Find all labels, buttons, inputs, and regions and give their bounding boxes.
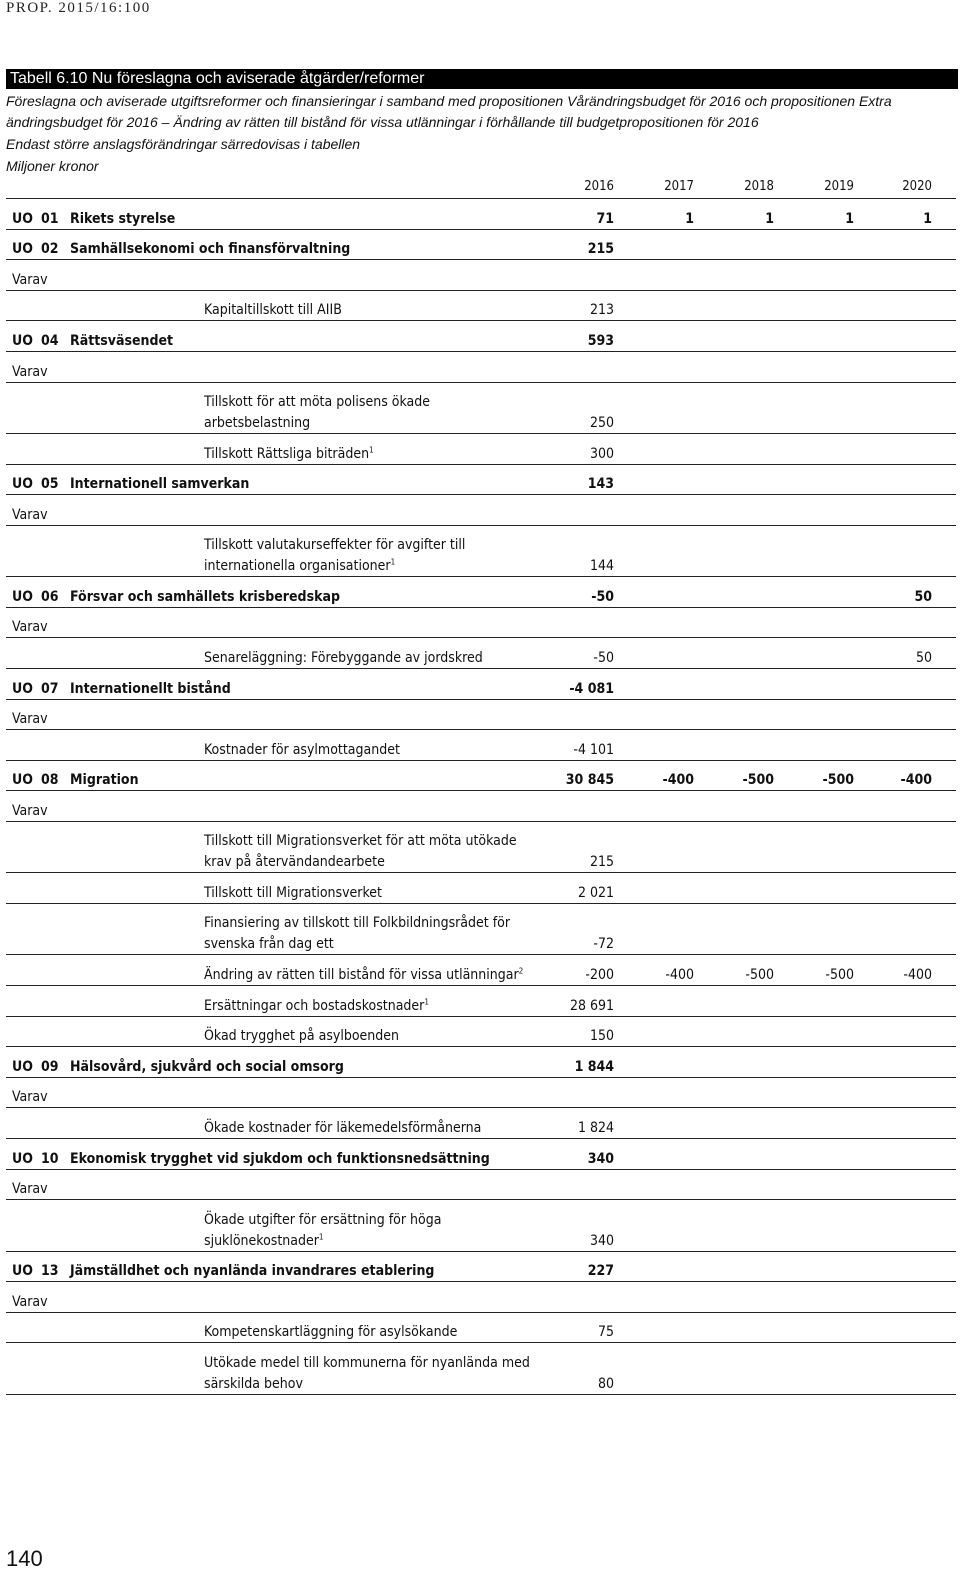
- subitem-label-line: Finansiering av tillskott till Folkbildningsrådet för: [204, 915, 511, 932]
- subitem-label-line: Ändring av rätten till bistånd för vissa utlänningar: [204, 966, 519, 983]
- value-2016: -4 081: [569, 680, 614, 697]
- uo-number: 07: [41, 680, 59, 697]
- value-2016: 1 824: [577, 1119, 614, 1136]
- subitem-label-line: särskilda behov: [204, 1375, 303, 1392]
- subitem-row: [6, 730, 956, 761]
- table-note: Endast större anslagsförändringar särredovisas i tabellen: [6, 136, 361, 152]
- subitem-row: [6, 822, 956, 873]
- uo-number: 10: [41, 1150, 59, 1167]
- subitem-row: [6, 955, 956, 986]
- value-2016: 300: [589, 445, 614, 462]
- varav-row: [6, 352, 956, 383]
- footnote-marker: 1: [390, 557, 396, 567]
- varav-label: Varav: [12, 1293, 48, 1310]
- value-2018: -500: [745, 966, 774, 983]
- value-2016: -50: [591, 588, 614, 605]
- subitem-label-line: Utökade medel till kommunerna för nyanlända med: [204, 1354, 530, 1371]
- value-2016: 213: [589, 302, 614, 319]
- subitem-label-line: arbetsbelastning: [204, 414, 311, 431]
- varav-label: Varav: [12, 1089, 48, 1106]
- subitem-label-line: Tillskott till Migrationsverket: [204, 884, 382, 901]
- value-2020: 50: [915, 649, 932, 666]
- subitem-label-line: sjuklönekostnader: [204, 1232, 319, 1249]
- subitem-label: [204, 831, 534, 873]
- uo-number: 04: [41, 332, 59, 349]
- uo-row: [6, 199, 956, 230]
- uo-row: [6, 577, 956, 608]
- year-2019-header: 2019: [824, 179, 854, 194]
- uo-prefix: UO: [12, 680, 33, 697]
- value-2016: -4 101: [573, 741, 614, 758]
- subitem-row: [6, 291, 956, 322]
- value-2019: -500: [822, 772, 854, 789]
- table-description-line-2: ändringsbudget för 2016 – Ändring av rätten till bistånd för vissa utlänningar i förhållande till budgetpropositionen för 2016: [6, 114, 759, 130]
- value-2017: 1: [685, 210, 694, 227]
- subitem-label: [204, 1118, 534, 1139]
- uo-number: 09: [41, 1058, 59, 1075]
- subitem-row: [6, 638, 956, 669]
- subitem-label: [204, 1026, 534, 1047]
- subitem-label-line: Senareläggning: Förebyggande av jordskred: [204, 649, 483, 666]
- subitem-label-line: Kapitaltillskott till AIIB: [204, 302, 342, 319]
- subitem-label-line: Tillskott för att möta polisens ökade: [204, 393, 430, 410]
- varav-label: Varav: [12, 711, 48, 728]
- subitem-label: [204, 996, 534, 1017]
- varav-row: [6, 495, 956, 526]
- value-2016: 227: [587, 1263, 614, 1280]
- subitem-label-line: svenska från dag ett: [204, 936, 334, 953]
- uo-number: 08: [41, 772, 59, 789]
- varav-row: [6, 791, 956, 822]
- uo-name: Försvar och samhällets krisberedskap: [70, 588, 340, 605]
- varav-label: Varav: [12, 1181, 48, 1198]
- value-2016: 340: [589, 1232, 614, 1249]
- uo-prefix: UO: [12, 241, 33, 258]
- uo-name: Jämställdhet och nyanlända invandrares etablering: [70, 1263, 435, 1280]
- value-2016: 250: [589, 414, 614, 431]
- subitem-label-line: krav på återvändandearbete: [204, 854, 385, 871]
- subitem-label: [204, 1322, 534, 1343]
- value-2016: 143: [587, 476, 614, 493]
- subitem-label: [204, 392, 534, 434]
- value-2020: 50: [914, 588, 932, 605]
- uo-name: Internationell samverkan: [70, 476, 250, 493]
- uo-row: [6, 669, 956, 700]
- subitem-label-line: Tillskott till Migrationsverket för att möta utökade: [204, 833, 517, 850]
- uo-row: [6, 321, 956, 352]
- uo-row: [6, 465, 956, 496]
- value-2018: 1: [765, 210, 774, 227]
- value-2020: -400: [903, 966, 932, 983]
- year-header-row: [0, 179, 960, 199]
- uo-number: 02: [41, 241, 59, 258]
- subitem-label: [204, 648, 534, 669]
- year-2020-header: 2020: [902, 179, 932, 194]
- uo-name: Hälsovård, sjukvård och social omsorg: [70, 1058, 344, 1075]
- value-2016: 1 844: [574, 1058, 614, 1075]
- table-title: Tabell 6.10 Nu föreslagna och aviserade åtgärder/reformer: [6, 69, 958, 89]
- subitem-label: [204, 913, 534, 955]
- uo-number: 13: [41, 1263, 59, 1280]
- subitem-row: [6, 1313, 956, 1344]
- value-2016: 340: [587, 1150, 614, 1167]
- subitem-label: [204, 444, 534, 465]
- value-2016: -200: [585, 966, 614, 983]
- varav-label: Varav: [12, 619, 48, 636]
- varav-label: Varav: [12, 506, 48, 523]
- subitem-label: [204, 535, 534, 577]
- subitem-label-line: Ökade kostnader för läkemedelsförmånerna: [204, 1119, 482, 1136]
- footnote-marker: 1: [424, 996, 429, 1006]
- varav-row: [6, 1170, 956, 1201]
- varav-row: [6, 1078, 956, 1109]
- subitem-label-line: Kompetenskartläggning för asylsökande: [204, 1324, 458, 1341]
- varav-row: [6, 608, 956, 639]
- subitem-label-line: Kostnader för asylmottagandet: [204, 741, 400, 758]
- uo-row: [6, 1047, 956, 1078]
- uo-prefix: UO: [12, 332, 33, 349]
- varav-label: Varav: [12, 363, 48, 380]
- subitem-label: [204, 300, 534, 321]
- subitem-label: [204, 1353, 534, 1395]
- year-2017-header: 2017: [664, 179, 694, 194]
- footnote-marker: 1: [369, 444, 374, 454]
- subitem-label-line: Ersättningar och bostadskostnader: [204, 997, 425, 1014]
- subitem-row: [6, 1200, 956, 1251]
- uo-row: [6, 1252, 956, 1283]
- value-2016: 28 691: [569, 997, 614, 1014]
- varav-row: [6, 700, 956, 731]
- uo-prefix: UO: [12, 210, 33, 227]
- uo-number: 06: [41, 588, 59, 605]
- subitem-label: [204, 965, 534, 986]
- uo-row: [6, 230, 956, 261]
- uo-prefix: UO: [12, 588, 33, 605]
- value-2016: 80: [597, 1375, 614, 1392]
- subitem-row: [6, 434, 956, 465]
- uo-number: 05: [41, 476, 59, 493]
- uo-name: Ekonomisk trygghet vid sjukdom och funktionsnedsättning: [70, 1150, 490, 1167]
- subitem-row: [6, 873, 956, 904]
- uo-prefix: UO: [12, 476, 33, 493]
- uo-prefix: UO: [12, 772, 33, 789]
- uo-prefix: UO: [12, 1150, 33, 1167]
- uo-name: Rikets styrelse: [70, 210, 176, 227]
- value-2016: 2 021: [577, 884, 614, 901]
- value-2016: 144: [589, 558, 614, 575]
- subitem-label: [204, 883, 534, 904]
- value-2016: 30 845: [565, 772, 614, 789]
- uo-name: Internationellt bistånd: [70, 680, 231, 697]
- subitem-label: [204, 740, 534, 761]
- year-2016-header: 2016: [584, 179, 614, 194]
- footnote-marker: 2: [518, 966, 524, 976]
- subitem-row: [6, 904, 956, 955]
- subitem-row: [6, 1343, 956, 1394]
- uo-name: Samhällsekonomi och finansförvaltning: [70, 241, 351, 258]
- uo-name: Migration: [70, 772, 139, 789]
- value-2017: -400: [665, 966, 694, 983]
- value-2018: -500: [742, 772, 774, 789]
- uo-prefix: UO: [12, 1058, 33, 1075]
- uo-prefix: UO: [12, 1263, 33, 1280]
- value-2020: 1: [923, 210, 932, 227]
- subitem-label: [204, 1210, 534, 1252]
- value-2016: -50: [593, 649, 614, 666]
- varav-label: Varav: [12, 802, 48, 819]
- running-header: PROP. 2015/16:100: [6, 0, 151, 16]
- subitem-label-line: Tillskott Rättsliga biträden: [204, 445, 370, 462]
- table-description-line-1: Föreslagna och aviserade utgiftsreformer och finansieringar i samband med propositionen Vårändringsbudget för 2016 och propositionen Extra: [6, 93, 892, 109]
- uo-row: [6, 1139, 956, 1170]
- subitem-row: [6, 1108, 956, 1139]
- page-number: 140: [6, 1546, 43, 1571]
- uo-number: 01: [41, 210, 59, 227]
- uo-name: Rättsväsendet: [70, 332, 174, 349]
- subitem-label-line: Ökad trygghet på asylboenden: [204, 1028, 400, 1045]
- value-2019: -500: [825, 966, 854, 983]
- value-2016: -72: [593, 936, 614, 953]
- value-2017: -400: [662, 772, 694, 789]
- subitem-label-line: Ökade utgifter för ersättning för höga: [204, 1211, 442, 1228]
- value-2019: 1: [845, 210, 854, 227]
- varav-row: [6, 1282, 956, 1313]
- value-2016: 593: [587, 332, 614, 349]
- unit-label: Miljoner kronor: [6, 158, 99, 174]
- value-2016: 215: [589, 854, 614, 871]
- value-2016: 71: [596, 210, 614, 227]
- value-2016: 75: [597, 1324, 614, 1341]
- value-2016: 215: [587, 241, 614, 258]
- varav-label: Varav: [12, 271, 48, 288]
- subitem-row: [6, 986, 956, 1017]
- uo-row: [6, 761, 956, 792]
- subitem-row: [6, 526, 956, 577]
- varav-row: [6, 260, 956, 291]
- subitem-row: [6, 383, 956, 434]
- footnote-marker: 1: [318, 1231, 324, 1241]
- year-2018-header: 2018: [744, 179, 774, 194]
- value-2020: -400: [900, 772, 932, 789]
- subitem-label-line: internationella organisationer: [204, 558, 391, 575]
- subitem-label-line: Tillskott valutakurseffekter för avgifter till: [204, 537, 466, 554]
- value-2016: 150: [589, 1028, 614, 1045]
- subitem-row: [6, 1017, 956, 1048]
